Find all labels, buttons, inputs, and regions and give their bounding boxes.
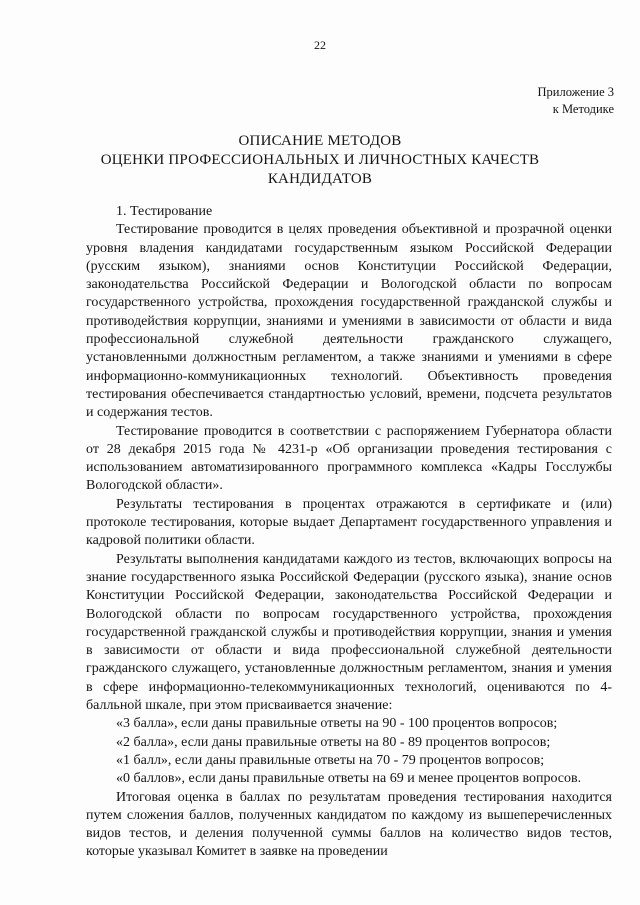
score-item: «2 балла», если даны правильные ответы на 80 - 89 процентов вопросов; [116,734,551,750]
appendix-note [538,84,614,118]
document-title [0,132,640,189]
paragraph: Результаты тестирования в процентах отражаются в сертификате и (или) протоколе тестирования, которые выдает Департамент государственного управления и кадровой политики области. [86,496,612,549]
section-heading: 1. Тестирование [116,204,213,219]
score-item: «0 баллов», если даны правильные ответы на 69 и менее процентов вопросов. [116,771,582,787]
document-body [86,203,612,862]
paragraph: Тестирование проводится в соответствии с распоряжением Губернатора области от 28 декабря 2015 года № 4231-р «Об организации проведения тестирования с использованием автоматизированного программного комплекса «Кадры Госслужбы Вологодской области». [86,423,612,494]
title-line: ОПИСАНИЕ МЕТОДОВ [238,133,402,149]
score-item: «3 балла», если даны правильные ответы на 90 - 100 процентов вопросов; [116,716,558,732]
appendix-line: к Методике [552,102,614,116]
title-line: КАНДИДАТОВ [267,171,373,187]
title-line: ОЦЕНКИ ПРОФЕССИОНАЛЬНЫХ И ЛИЧНОСТНЫХ КАЧЕСТВ [100,152,540,168]
paragraph: Результаты выполнения кандидатами каждого из тестов, включающих вопросы на знание государственного языка Российской Федерации (русского языка), знание основ Конституции Российской Федерации, законодательства Российской Федерации и Вологодской области по вопросам государственного устройства, прохождения государственной гражданской службы и противодействия коррупции, знания и умения в зависимости от области и вида профессиональной служебной деятельности гражданского служащего, установленные должностным регламентом, знания и умения в сфере информационно-телекоммуникационных технологий, оцениваются по 4-балльной шкале, при этом присваивается значение: [86,551,612,714]
appendix-line: Приложение 3 [537,85,614,99]
paragraph: Итоговая оценка в баллах по результатам проведения тестирования находится путем сложения баллов, полученных кандидатом по каждому из вышеперечисленных видов тестов, и деления полученной суммы баллов на количество видов тестов, которые указывал Комитет в заявке на проведении [86,789,612,860]
paragraph: Тестирование проводится в целях проведения объективной и прозрачной оценки уровня владения кандидатами государственным языком Российской Федерации (русским языком), знаниями основ Конституции Российской Федерации, законодательства Российской Федерации и Вологодской области по вопросам государственного устройства, прохождения государственной гражданской службы и противодействия коррупции, знаниями и умениями в зависимости от области и вида профессиональной служебной деятельности гражданского служащего, установленными должностным регламентом, а также знаниями и умениями в сфере информационно-коммуникационных технологий. Объективность проведения тестирования обеспечивается стандартностью условий, времени, подсчета результатов и содержания тестов. [86,222,612,421]
score-item: «1 балл», если даны правильные ответы на 70 - 79 процентов вопросов; [116,752,545,768]
page-number: 22 [314,38,326,52]
